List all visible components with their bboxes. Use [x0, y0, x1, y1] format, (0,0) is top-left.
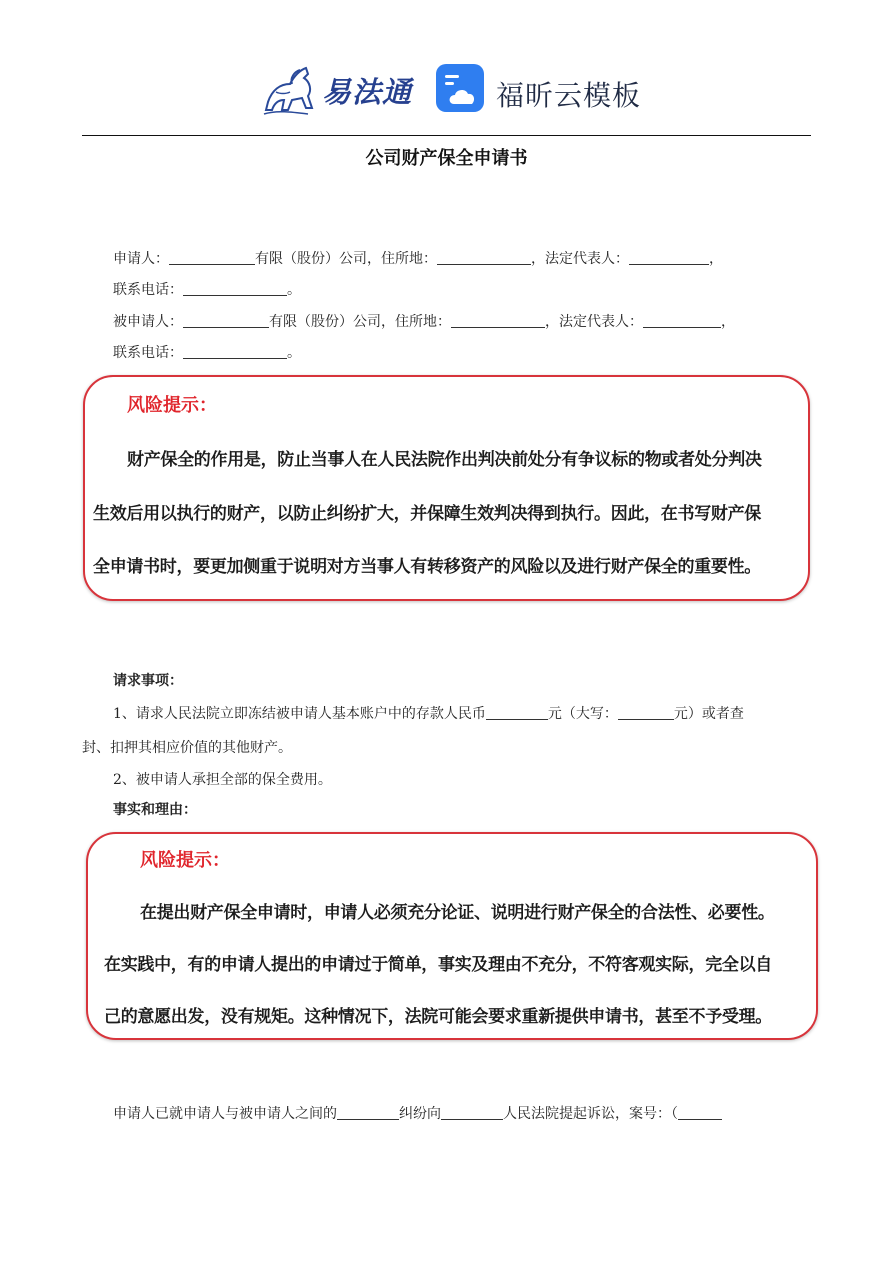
court-name-blank[interactable] — [441, 1105, 503, 1120]
risk-notice-title-1: 风险提示： — [127, 395, 217, 416]
case-number-blank[interactable] — [678, 1105, 722, 1120]
header-logos — [0, 60, 893, 122]
request-item-1-text: 1、请求人民法院立即冻结被申请人基本账户中的存款人民币 — [113, 706, 486, 722]
risk-notice-title-2: 风险提示： — [140, 850, 230, 871]
document-title: 公司财产保全申请书 — [365, 148, 528, 169]
yifatong-logo-text: 易法通 — [322, 75, 413, 109]
respondent-rep-blank[interactable] — [643, 313, 721, 328]
risk-notice-2-line-2: 在实践中，有的申请人提出的申请过于简单，事实及理由不充分，不符客观实际，完全以自 — [104, 955, 772, 975]
cloud-document-icon — [436, 64, 486, 114]
applicant-rep-blank[interactable] — [629, 250, 709, 265]
amount-blank[interactable] — [486, 705, 548, 720]
applicant-line-end: ， — [709, 251, 723, 267]
respondent-line-end: ， — [721, 314, 735, 330]
request-item-1-capital-label: 元（大写： — [547, 706, 618, 722]
respondent-label: 被申请人： — [113, 314, 183, 330]
facts-heading: 事实和理由： — [113, 802, 197, 818]
foxit-template-logo-text: 福昕云模板 — [496, 79, 642, 112]
foxit-template-logo — [436, 64, 656, 118]
respondent-company-suffix: 有限（股份）公司，住所地： — [269, 314, 451, 330]
horse-emblem-icon — [262, 62, 322, 118]
amount-capital-blank[interactable] — [618, 705, 674, 720]
request-item-1-continued: 封、扣押其相应价值的其他财产。 — [82, 740, 292, 756]
applicant-address-blank[interactable] — [437, 250, 531, 265]
applicant-label: 申请人： — [113, 251, 169, 267]
risk-notice-2-line-1: 在提出财产保全申请时，申请人必须充分论证、说明进行财产保全的合法性、必要性。 — [140, 903, 775, 923]
applicant-company-suffix: 有限（股份）公司，住所地： — [255, 251, 437, 267]
request-item-1-end: 元）或者查 — [673, 706, 744, 722]
risk-notice-1-line-2: 生效后用以执行的财产，以防止纠纷扩大，并保障生效判决得到执行。因此，在书写财产保 — [93, 504, 761, 524]
respondent-phone-end: 。 — [287, 345, 301, 361]
applicant-name-blank[interactable] — [169, 250, 255, 265]
applicant-rep-label: ，法定代表人： — [531, 251, 629, 267]
applicant-phone-line — [113, 279, 301, 299]
litigation-statement — [113, 1103, 722, 1123]
respondent-phone-label: 联系电话： — [113, 345, 183, 361]
litigation-statement-to: 纠纷向 — [399, 1106, 441, 1122]
risk-notice-1-line-1: 财产保全的作用是，防止当事人在人民法院作出判决前处分有争议标的物或者处分判决 — [127, 450, 762, 470]
request-item-2: 2、被申请人承担全部的保全费用。 — [113, 772, 332, 788]
respondent-phone-line — [113, 342, 301, 362]
requests-heading: 请求事项： — [113, 673, 183, 689]
respondent-rep-label: ，法定代表人： — [545, 314, 643, 330]
applicant-line — [113, 248, 723, 268]
applicant-phone-label: 联系电话： — [113, 282, 183, 298]
respondent-address-blank[interactable] — [451, 313, 545, 328]
risk-notice-box-1 — [83, 375, 810, 601]
applicant-phone-end: 。 — [287, 282, 301, 298]
respondent-name-blank[interactable] — [183, 313, 269, 328]
yifatong-logo — [262, 62, 422, 118]
respondent-line — [113, 311, 735, 331]
risk-notice-2-line-3: 己的意愿出发，没有规矩。这种情况下，法院可能会要求重新提供申请书，甚至不予受理。 — [104, 1007, 772, 1027]
header-divider — [82, 135, 811, 136]
litigation-statement-case-number: 人民法院提起诉讼，案号：（ — [503, 1106, 678, 1122]
request-item-1 — [113, 703, 744, 723]
dispute-type-blank[interactable] — [337, 1105, 399, 1120]
litigation-statement-text: 申请人已就申请人与被申请人之间的 — [113, 1106, 337, 1122]
respondent-phone-blank[interactable] — [183, 344, 287, 359]
risk-notice-box-2 — [86, 832, 818, 1040]
applicant-phone-blank[interactable] — [183, 281, 287, 296]
risk-notice-1-line-3: 全申请书时，要更加侧重于说明对方当事人有转移资产的风险以及进行财产保全的重要性。 — [93, 557, 761, 577]
